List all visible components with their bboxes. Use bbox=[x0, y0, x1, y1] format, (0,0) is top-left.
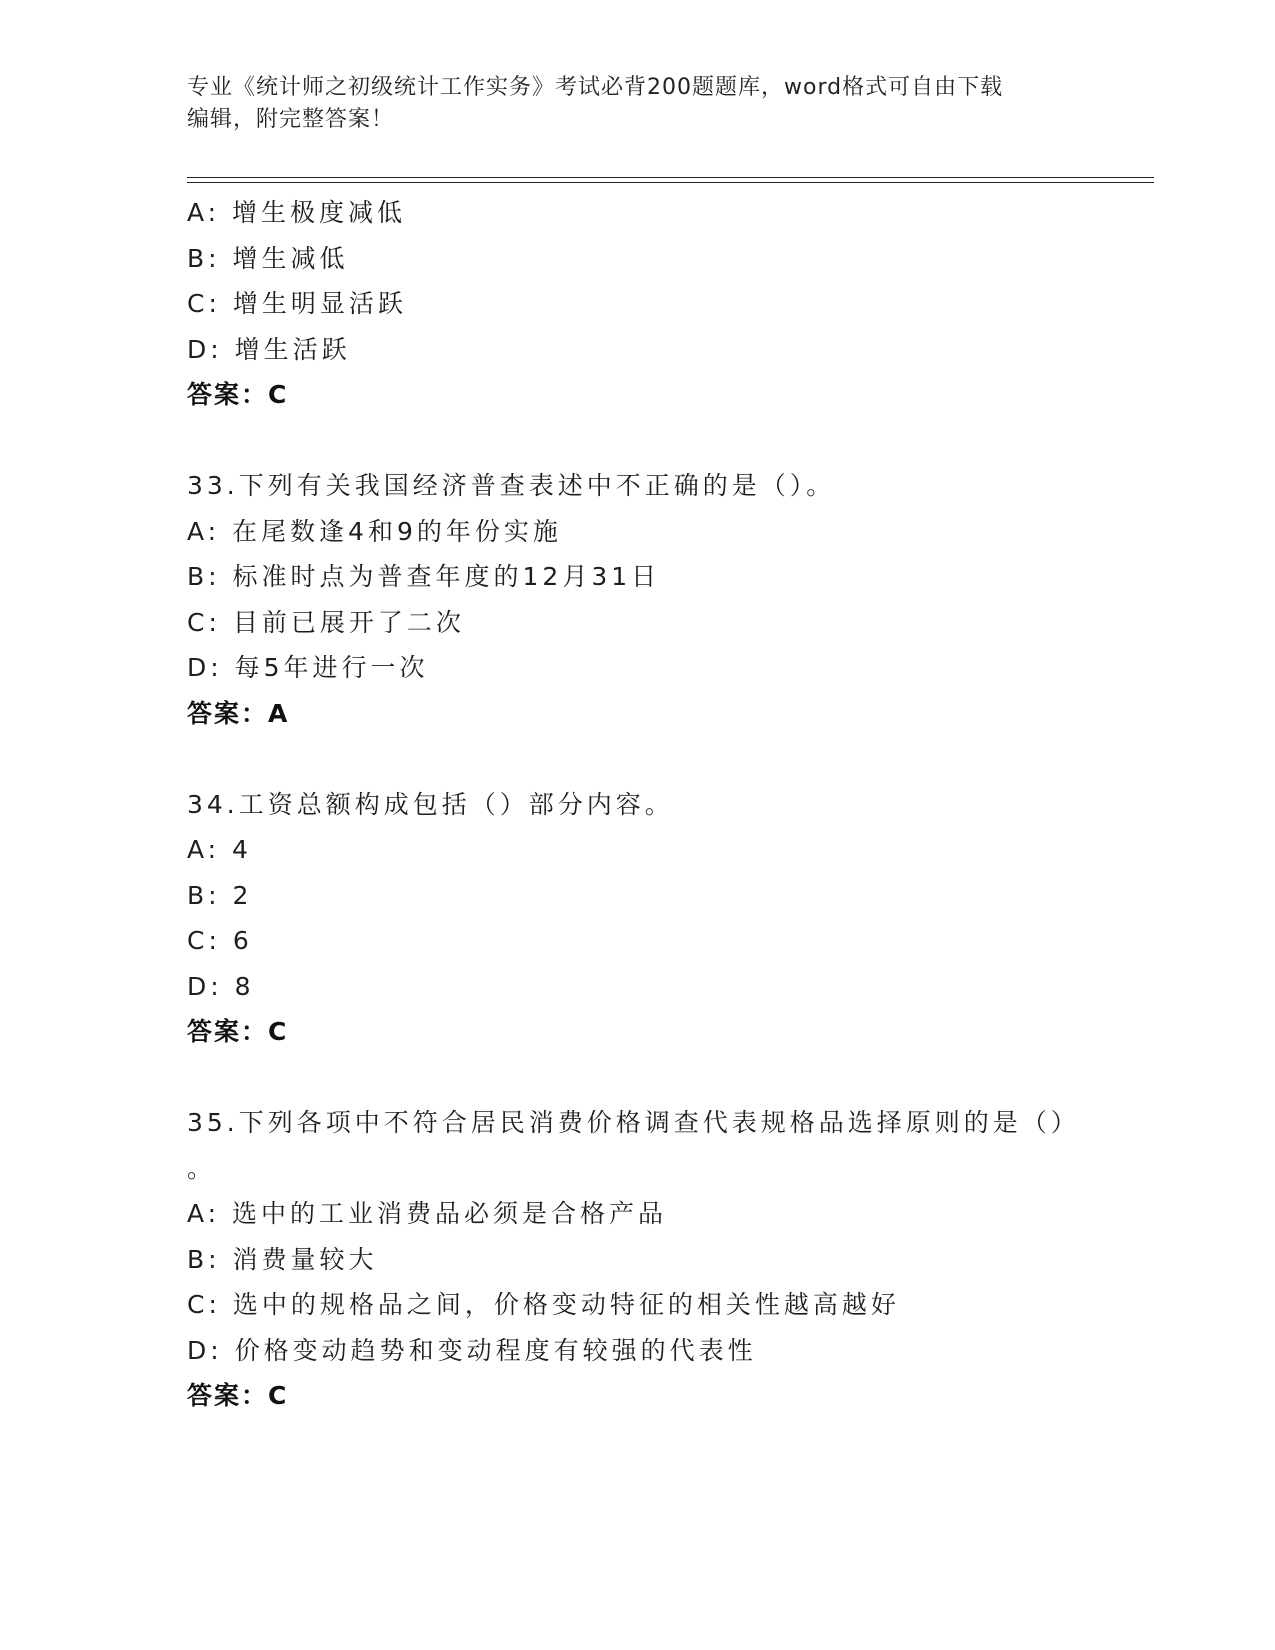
option-b: B: 增生减低 bbox=[187, 243, 349, 273]
question-list bbox=[187, 190, 1087, 1419]
question-text: 35.下列各项中不符合居民消费价格调查代表规格品选择原则的是（） bbox=[187, 1108, 1080, 1137]
option-d: D: 8 bbox=[187, 971, 255, 1001]
question-block-33 bbox=[187, 463, 1087, 736]
question-text-continued: 。 bbox=[187, 1153, 217, 1183]
question-block-35 bbox=[187, 1100, 1087, 1419]
option-a: A: 4 bbox=[187, 835, 252, 864]
option-c: C: 选中的规格品之间，价格变动特征的相关性越高越好 bbox=[187, 1290, 900, 1319]
question-text: 33.下列有关我国经济普查表述中不正确的是（）。 bbox=[187, 471, 836, 500]
option-a: A: 选中的工业消费品必须是合格产品 bbox=[187, 1199, 668, 1228]
answer-label: 答案：C bbox=[187, 1017, 289, 1046]
header-line-2: 编辑，附完整答案！ bbox=[187, 107, 395, 132]
question-block-34 bbox=[187, 782, 1087, 1055]
option-c: C: 6 bbox=[187, 926, 253, 955]
option-a: A: 在尾数逢4和9的年份实施 bbox=[187, 516, 562, 546]
option-b: B: 2 bbox=[187, 880, 253, 910]
answer-label: 答案：C bbox=[187, 380, 289, 409]
answer-label: 答案：A bbox=[187, 698, 290, 728]
spacer bbox=[187, 418, 1087, 464]
option-c: C: 目前已展开了二次 bbox=[187, 607, 465, 637]
document-header bbox=[187, 72, 1067, 136]
header-line-1: 专业《统计师之初级统计工作实务》考试必背200题题库，word格式可自由下载 bbox=[187, 75, 1004, 100]
answer-label: 答案：C bbox=[187, 1381, 289, 1410]
option-b: B: 标准时点为普查年度的12月31日 bbox=[187, 562, 661, 591]
option-c: C: 增生明显活跃 bbox=[187, 289, 407, 318]
header-rule-top bbox=[187, 177, 1154, 178]
spacer bbox=[187, 736, 1087, 782]
option-b: B: 消费量较大 bbox=[187, 1244, 378, 1274]
header-rule-bottom bbox=[187, 182, 1154, 183]
option-d: D: 每5年进行一次 bbox=[187, 653, 429, 682]
question-block-32 bbox=[187, 190, 1087, 418]
option-a: A: 增生极度减低 bbox=[187, 198, 407, 227]
option-d: D: 价格变动趋势和变动程度有较强的代表性 bbox=[187, 1335, 757, 1365]
option-d: D: 增生活跃 bbox=[187, 334, 351, 364]
spacer bbox=[187, 1055, 1087, 1101]
question-text: 34.工资总额构成包括（）部分内容。 bbox=[187, 789, 674, 819]
